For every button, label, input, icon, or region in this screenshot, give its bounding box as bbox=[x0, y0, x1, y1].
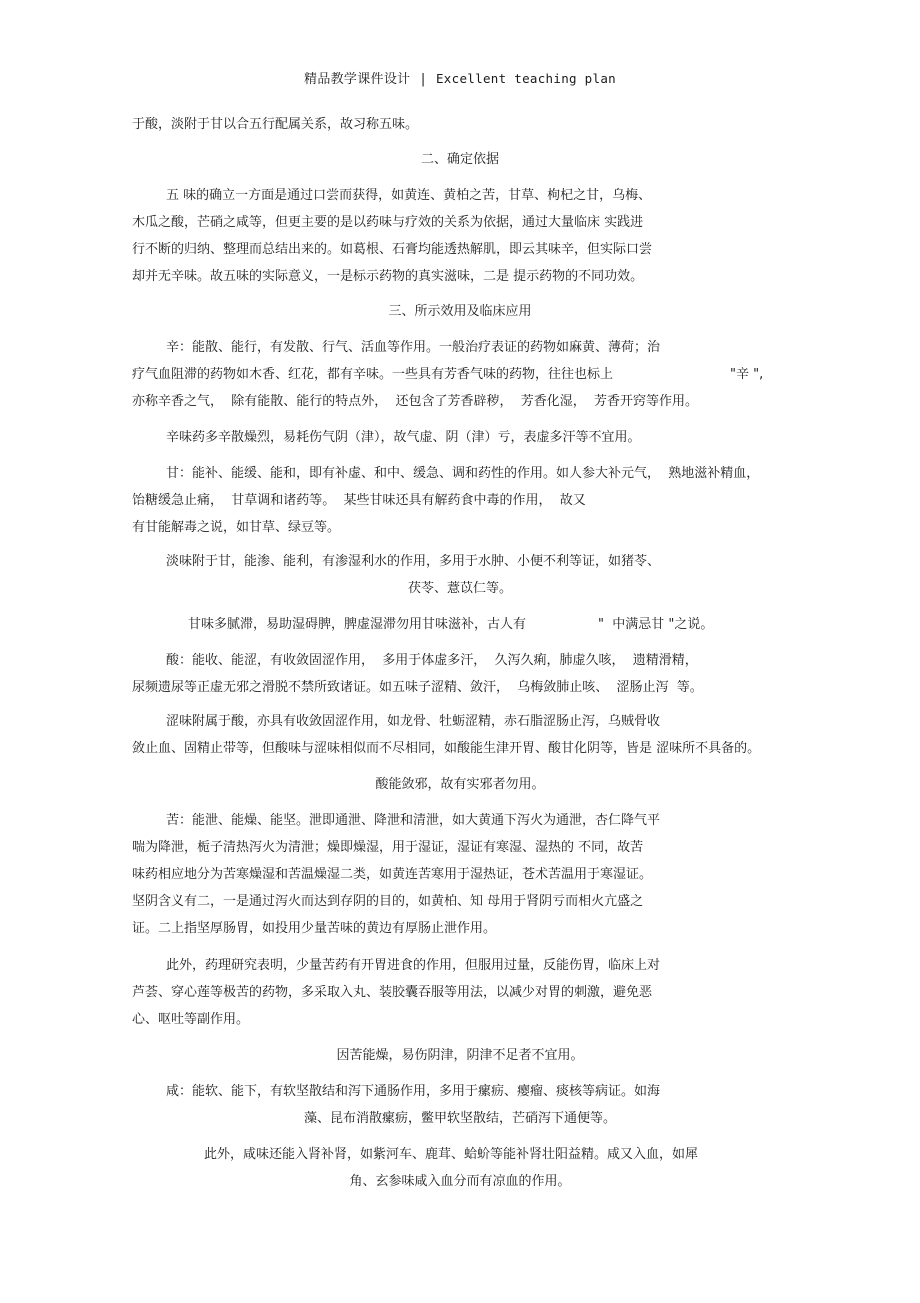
text-line: 疗气血阻滞的药物如木香、红花，都有辛味。一些具有芳香气味的药物，往往也标上 bbox=[132, 367, 614, 382]
text-line: 茯苓、薏苡仁等。 bbox=[407, 581, 512, 596]
text-line: 却并无辛味。故五味的实际意义，一是标示药物的真实滋味，二是 提示药物的不同功效。 bbox=[132, 269, 644, 284]
text-line: 酸：能收、能涩，有收敛固涩作用， 多用于体虚多汗， 久泻久痢，肺虚久咳， 遗精滑精， bbox=[166, 653, 698, 668]
text-line: 此外，药理研究表明，少量苦药有开胃进食的作用，但服用过量，反能伤胃，临床上对 bbox=[166, 958, 661, 973]
text-line: 敛止血、固精止带等，但酸味与涩味相似而不尽相同，如酸能生津开胃、酸甘化阴等，皆是 涩味所不具备的。 bbox=[132, 741, 761, 756]
text-line: 行不断的归纳、整理而总结出来的。如葛根、石膏均能透热解肌，即云其味辛，但实际口尝 bbox=[132, 242, 653, 257]
text-line: 辛味药多辛散燥烈，易耗伤气阴（津），故气虚、阴（津）亏，表虚多汗等不宜用。 bbox=[166, 430, 641, 445]
text-line: 坚阴含义有二，一是通过泻火而达到存阴的目的，如黄柏、知 母用于肾阴亏而相火亢盛之 bbox=[132, 894, 644, 909]
text-line: 咸：能软、能下，有软坚散结和泻下通肠作用，多用于瘰疬、瘿瘤、痰核等病证。如海 bbox=[166, 1084, 661, 1099]
text-line: 涩味附属于酸，亦具有收敛固涩作用，如龙骨、牡蛎涩精，赤石脂涩肠止泻，乌贼骨收 bbox=[166, 714, 661, 729]
text-line: 芦荟、穿心莲等极苦的药物，多采取入丸、装胶囊吞服等用法，以减少对胃的刺激，避免恶 bbox=[132, 985, 653, 1000]
text-line: 酸能敛邪，故有实邪者勿用。 bbox=[375, 777, 545, 792]
text-line: 辛：能散、能行，有发散、行气、活血等作用。一般治疗表证的药物如麻黄、薄荷；治 bbox=[166, 340, 661, 355]
text-line: 五 味的确立一方面是通过口尝而获得，如黄连、黄柏之苦，甘草、枸杞之甘，乌梅、 bbox=[166, 188, 652, 203]
text-line: 木瓜之酸，芒硝之咸等，但更主要的是以药味与疗效的关系为依据，通过大量临床 实践进 bbox=[132, 215, 644, 230]
header-title-en: Excellent teaching plan bbox=[435, 71, 616, 86]
section-heading: 三、所示效用及临床应用 bbox=[388, 304, 532, 319]
text-line: " 中满忌甘 "之说。 bbox=[598, 617, 714, 632]
text-line: 喘为降泄，栀子清热泻火为清泄；燥即燥湿，用于湿证，湿证有寒湿、湿热的 不同，故苦 bbox=[132, 840, 644, 855]
text-line: 甘：能补、能缓、能和，即有补虚、和中、缓急、调和药性的作用。如人参大补元气， 熟地滋补精血， bbox=[166, 466, 760, 481]
text-line: 淡味附于甘，能渗、能利，有渗湿利水的作用，多用于水肿、小便不利等证，如猪苓、 bbox=[166, 554, 661, 569]
text-line: 此外，咸味还能入肾补肾，如紫河车、鹿茸、蛤蚧等能补肾壮阳益精。咸又入血，如犀 bbox=[204, 1147, 699, 1162]
page-header bbox=[0, 68, 920, 87]
text-line: 味药相应地分为苦寒燥湿和苦温燥湿二类，如黄连苦寒用于湿热证，苍术苦温用于寒湿证。 bbox=[132, 867, 653, 882]
text-line: "辛 ", bbox=[730, 367, 764, 382]
text-line: 饴糖缓急止痛， 甘草调和诸药等。 某些甘味还具有解药食中毒的作用， 故又 bbox=[132, 493, 586, 508]
text-line: 有甘能解毒之说，如甘草、绿豆等。 bbox=[132, 520, 341, 535]
text-line: 甘味多腻滞，易助湿碍脾，脾虚湿滞勿用甘味滋补，古人有 bbox=[188, 617, 527, 632]
text-line: 因苦能燥，易伤阴津，阴津不足者不宜用。 bbox=[336, 1048, 584, 1063]
section-heading: 二、确定依据 bbox=[420, 152, 499, 167]
header-separator: | bbox=[420, 72, 426, 87]
header-title-cn: 精品教学课件设计 bbox=[304, 72, 411, 87]
text-line: 心、呕吐等副作用。 bbox=[132, 1012, 250, 1027]
text-line: 尿频遗尿等正虚无邪之滑脱不禁所致诸证。如五味子涩精、敛汗， 乌梅敛肺止咳、 涩肠止泻 等。 bbox=[132, 680, 703, 695]
text-line: 亦称辛香之气， 除有能散、能行的特点外， 还包含了芳香辟秽， 芳香化湿， 芳香开窍等作用。 bbox=[132, 394, 699, 409]
text-line: 藻、昆布消散瘰疬，鳖甲软坚散结，芒硝泻下通便等。 bbox=[303, 1111, 616, 1126]
text-line: 苦：能泄、能燥、能坚。泄即通泄、降泄和清泄，如大黄通下泻火为通泄，杏仁降气平 bbox=[166, 813, 661, 828]
text-line: 于酸，淡附于甘以合五行配属关系，故习称五味。 bbox=[132, 117, 419, 132]
text-line: 角、玄参味咸入血分而有凉血的作用。 bbox=[349, 1174, 571, 1189]
text-line: 证。二上指坚厚肠胃，如投用少量苦味的黄边有厚肠止泄作用。 bbox=[132, 921, 497, 936]
